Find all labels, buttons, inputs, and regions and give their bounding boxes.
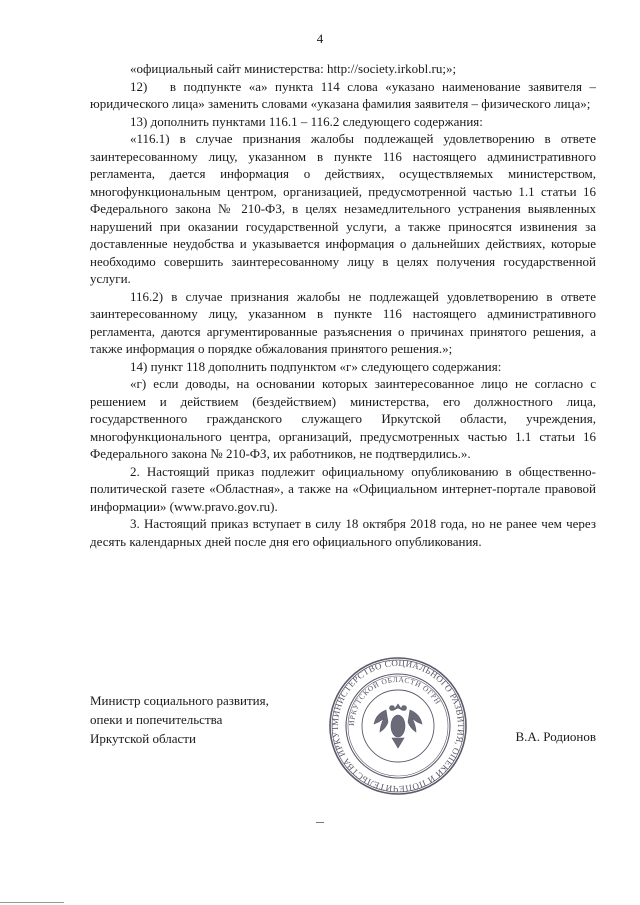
signatory-name: В.А. Родионов	[515, 729, 596, 744]
paragraph-item-13: 13) дополнить пунктами 116.1 – 116.2 следующего содержания:	[130, 113, 483, 129]
paragraph-subitem-g: «г) если доводы, на основании которых заинтересованное лицо не согласно с решением и действием (бездействием) министерства, его должностного лица, государственного гражданского служащего Иркутской области, учреждения, многофункционального центра, организаций, предусмотренных частью 1.1 статьи 16 Федерального закона № 210-ФЗ, их работников, не подтвердились.».	[90, 376, 596, 461]
signatory-title-line: Министр социального развития,	[90, 693, 269, 708]
page-number: 4	[316, 31, 324, 46]
scan-artifact	[0, 902, 64, 903]
paragraph-item-12: 12) в подпункте «а» пункта 114 слова «указано наименование заявителя – юридического лица» заменить словами «указана фамилия заявителя – физического лица»;	[90, 78, 596, 111]
paragraph-116-1: «116.1) в случае признания жалобы подлежащей удовлетворению в ответе заинтересованному лицу, указанном в пункте 116 настоящего административного регламента, дается информация о действиях, осуществляемых министерством, многофункциональным центром, организацией, предусмотренной частью 1.1 статьи 16 Федерального закона № 210-ФЗ, в целях незамедлительного устранения выявленных нарушений при оказании государственной услуги, а также приносятся извинения за доставленные неудобства и указывается информация о дальнейших действиях, которые необходимо совершить заинтересованному лицу в целях получения государственной услуги.	[90, 131, 596, 286]
paragraph-official-site: «официальный сайт министерства: http://society.irkobl.ru;»;	[130, 61, 457, 76]
signatory-title	[90, 691, 269, 748]
signatory-title-line: опеки и попечительства	[90, 712, 223, 727]
seal-inner-text: ИРКУТСКОЙ ОБЛАСТИ ОГРН	[346, 674, 443, 727]
paragraph-116-2: 116.2) в случае признания жалобы не подлежащей удовлетворению в ответе заинтересованному лицу, указанном в пункте 116 настоящего административного регламента, даются аргументированные разъяснения о причинах принятого решения, а также информация о порядке обжалования принятого решения.»;	[90, 288, 596, 356]
signature-block	[90, 691, 596, 751]
paragraph-section-3: 3. Настоящий приказ вступает в силу 18 октября 2018 года, но не ранее чем через десять календарных дней после дня его официального опубликования.	[90, 516, 596, 549]
scan-artifact	[316, 822, 324, 823]
paragraph-item-14: 14) пункт 118 дополнить подпунктом «г» следующего содержания:	[130, 358, 502, 374]
signatory-title-line: Иркутской области	[90, 731, 196, 746]
seal-outer-text: МИНИСТЕРСТВО СОЦИАЛЬНОГО РАЗВИТИЯ, ОПЕКИ И ПОПЕЧИТЕЛЬСТВА ИРКУТ	[329, 657, 467, 795]
document-body	[90, 60, 596, 550]
paragraph-section-2: 2. Настоящий приказ подлежит официальному опубликованию в общественно-политической газете «Областная», а также на «Официальном интернет-портале правовой информации» (www.pravo.gov.ru).	[90, 463, 596, 514]
